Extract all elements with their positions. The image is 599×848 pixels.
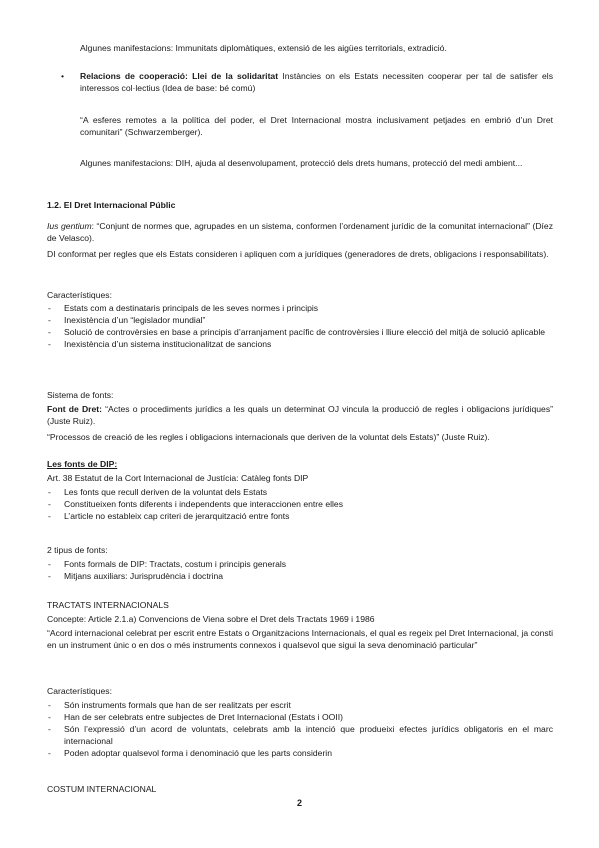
list-item: - Són l’expressió d’un acord de voluntats, celebrats amb la intenció que produeixi efectes jurídics obligatoris en el marc internacional	[48, 724, 553, 746]
cooperation-paragraph	[80, 70, 553, 94]
list-item: - Mitjans auxiliars: Jurisprudència i doctrina	[48, 571, 224, 581]
list-item: - Fonts formals de DIP: Tractats, costum i principis generals	[48, 559, 287, 569]
source-definition-label: Font de Dret:	[47, 404, 103, 414]
treaties-heading: TRACTATS INTERNACIONALS	[47, 600, 169, 610]
di-paragraph: DI conformat per regles que els Estats consideren i apliquen com a jurídiques (generadores de drets, obligacions i responsabilitats).	[47, 249, 549, 259]
list-item: - Constitueixen fonts diferents i independents que interaccionen entre elles	[48, 499, 343, 509]
cooperation-title: Relacions de cooperació: Llei de la solidaritat	[80, 71, 279, 81]
treaties-definition-quote: “Acord internacional celebrat per escrit entre Estats o Organitzacions Internacionals, el qual es regeix pel Dret Internacional, ja consti en un instrument únic o en dos o més instruments connexos i qualsevol que sigui la seva denominació particular”	[47, 628, 553, 650]
list-item: - Les fonts que recull deriven de la voluntat dels Estats	[48, 487, 268, 497]
treaties-characteristics-title: Característiques:	[47, 686, 112, 696]
characteristics-title: Característiques:	[47, 290, 112, 300]
treaties-concept: Concepte: Article 2.1.a) Convencions de Viena sobre el Dret dels Tractats 1969 i 1986	[47, 614, 375, 624]
list-item: - L’article no estableix cap criteri de jerarquització entre fonts	[48, 511, 290, 521]
document-page	[47, 0, 553, 848]
section-heading: 1.2. El Dret Internacional Públic	[47, 200, 176, 210]
cooperation-text: Instàncies on els Estats necessiten cooperar per tal de satisfer els interessos col·lectius (Idea de base: bé comú)	[80, 71, 553, 93]
list-item: - Estats com a destinataris principals de les seves normes i principis	[48, 303, 319, 313]
source-definition: Font de Dret: “Actes o procediments jurídics a les quals un determinat OJ vincula la producció de regles i obligacions jurídiques” (Juste Ruiz).	[47, 404, 553, 426]
list-item: - Inexistència d’un “legislador mundial”	[48, 315, 206, 325]
article-38: Art. 38 Estatut de la Cort Internacional de Justícia: Catàleg fonts DIP	[47, 473, 309, 483]
characteristics-list	[47, 302, 553, 350]
ius-gentium-label: Ius gentium	[47, 221, 92, 231]
list-item: - Solució de controvèrsies en base a principis d’arranjament pacífic de controvèrsies i lliure elecció del mitjà de solució aplicable	[48, 327, 546, 337]
list-item: - Poden adoptar qualsevol forma i denominació que les parts considerin	[48, 748, 333, 758]
treaties-characteristics-list	[47, 699, 553, 759]
sources-system-title: Sistema de fonts:	[47, 390, 114, 400]
list-item: - Han de ser celebrats entre subjectes de Dret Internacional (Estats i OOII)	[48, 712, 343, 722]
list-item: - Són instruments formals que han de ser realitzats per escrit	[48, 700, 291, 710]
source-definition-2: “Processos de creació de les regles i obligacions internacionals que deriven de la voluntat dels Estats)” (Juste Ruiz).	[47, 432, 490, 442]
bullet-icon: •	[61, 71, 65, 81]
source-types-title: 2 tipus de fonts:	[47, 545, 108, 555]
source-types-list	[47, 558, 553, 582]
manifestations-2: Algunes manifestacions: DIH, ajuda al desenvolupament, protecció dels drets humans, protecció del medi ambient...	[80, 158, 523, 168]
dip-sources-list	[47, 486, 553, 522]
ius-gentium-paragraph: Ius gentium: “Conjunt de normes que, agrupades en un sistema, conformen l’ordenament jurídic de la comunitat internacional” (Díez de Velasco).	[47, 221, 553, 243]
manifestations-line: Algunes manifestacions: Immunitats diplomàtiques, extensió de les aigües territorials, extradició.	[80, 43, 447, 53]
schwarzemberger-quote: “A esferes remotes a la política del poder, el Dret Internacional mostra inclusivament petjades en embrió d’un Dret comunitari” (Schwarzemberger).	[80, 115, 553, 137]
custom-heading: COSTUM INTERNACIONAL	[47, 784, 157, 794]
list-item: - Inexistència d’un sistema institucionalitzat de sancions	[48, 339, 272, 349]
dip-sources-title: Les fonts de DIP:	[47, 459, 118, 469]
page-number: 2	[296, 798, 302, 808]
